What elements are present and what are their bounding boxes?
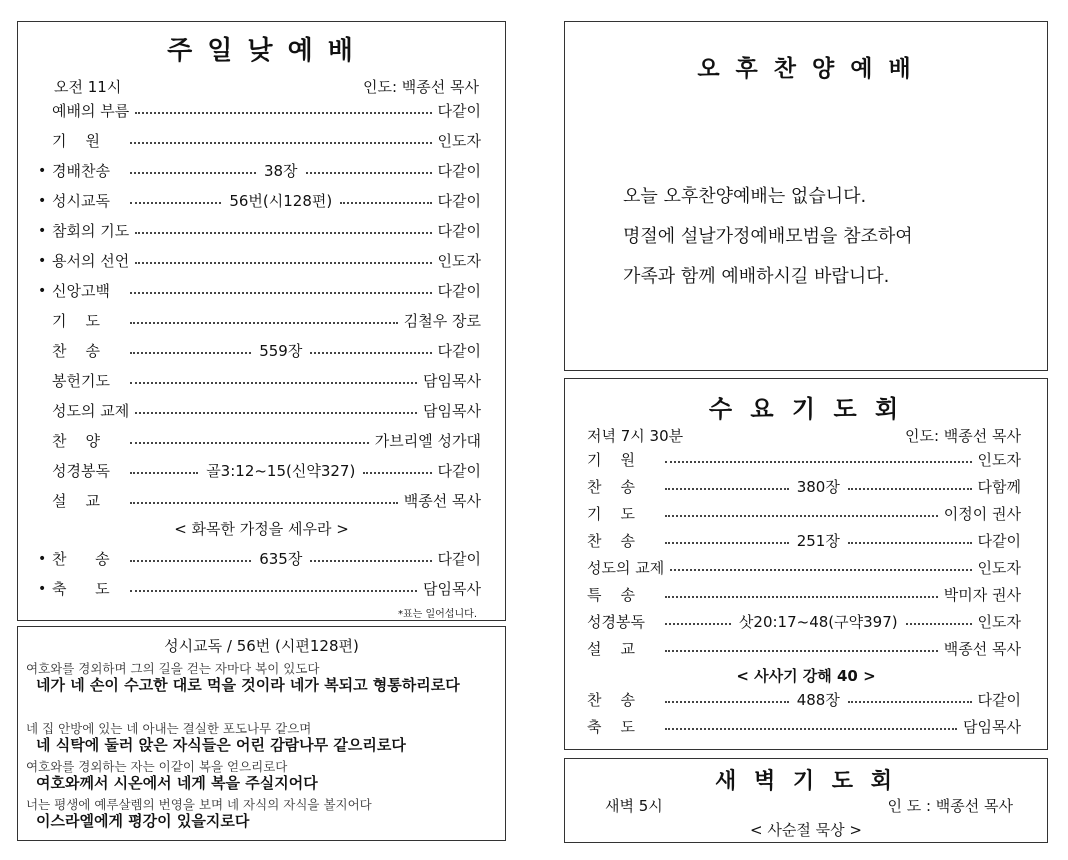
dot-leader [130,292,432,294]
afternoon-notice-line-3: 가족과 함께 예배하시길 바랍니다. [623,266,890,287]
reading-leader-line: 여호와를 경외하며 그의 길을 걷는 자마다 복이 있도다 [26,661,320,676]
order-row [38,490,481,511]
order-responsible: 다같이 [437,550,482,568]
order-row [38,310,481,331]
reading-leader-line: 너는 평생에 예루살렘의 번영을 보며 네 자식의 자식을 볼지어다 [26,797,372,812]
reading-congregation-line: 이스라엘에게 평강이 있을지로다 [36,812,250,830]
dot-leader [340,202,431,204]
dot-leader [306,172,432,174]
standing-marker: • [38,222,47,239]
order-row [38,430,481,451]
order-label: 축 도 [587,718,636,736]
wednesday-header-row [587,425,1021,446]
order-detail: 488장 [796,691,840,709]
order-row [38,100,481,121]
standing-marker: • [38,550,47,567]
dot-leader [665,596,938,598]
wednesday-sermon-title: < 사사기 강해 40 > [736,667,876,685]
order-responsible: 이정이 권사 [943,505,1021,523]
order-label: 용서의 선언 [52,252,130,270]
order-responsible: 담임목사 [423,402,481,420]
order-detail: 골3:12~15(신약327) [206,462,356,480]
order-label: 성경봉독 [52,462,110,480]
order-responsible: 담임목사 [423,372,481,390]
order-responsible: 다같이 [437,192,482,210]
dawn-prayer-box [564,758,1048,843]
sunday-leader: 인도: 백종선 목사 [362,78,479,96]
dot-leader [848,488,972,490]
order-responsible: 인도자 [977,451,1021,469]
order-label: 성시교독 [52,192,110,210]
order-row [38,220,481,241]
responsive-reading-box [17,626,506,841]
standing-note: *표는 일어섭니다. [398,609,477,620]
dot-leader [130,472,198,474]
order-responsible: 인도자 [437,252,481,270]
order-responsible: 김철우 장로 [403,312,481,330]
sunday-service-box [17,21,506,621]
order-responsible: 다같이 [437,342,482,360]
order-label: 찬 송 [587,691,636,709]
order-row [38,370,481,391]
afternoon-service-box [564,21,1048,371]
order-label: 기 원 [587,451,636,469]
sunday-service-title: 주 일 낮 예 배 [167,36,356,66]
dot-leader [130,142,432,144]
reading-leader-line: 네 집 안방에 있는 네 아내는 결실한 포도나무 같으며 [26,721,312,736]
dawn-time: 새벽 5시 [605,797,663,815]
order-row [38,460,481,481]
order-row [587,611,1021,632]
order-label: 신앙고백 [52,282,110,300]
order-row [38,160,481,181]
dot-leader [665,515,938,517]
order-row [38,400,481,421]
order-label: 찬 송 [587,478,636,496]
dot-leader [130,590,417,592]
dot-leader [906,623,972,625]
dot-leader [135,232,431,234]
dot-leader [130,502,398,504]
dot-leader [130,560,251,562]
order-row [38,130,481,151]
order-detail: 380장 [796,478,840,496]
order-responsible: 다같이 [977,691,1022,709]
order-row [587,476,1021,497]
order-row [38,340,481,361]
dawn-subtitle: < 사순절 묵상 > [750,821,862,839]
order-label: 기 도 [52,312,101,330]
sunday-header-row [54,76,479,97]
dot-leader [135,412,417,414]
order-detail: 559장 [259,342,303,360]
order-responsible: 박미자 권사 [943,586,1021,604]
order-responsible: 인도자 [437,132,481,150]
dot-leader [665,461,972,463]
order-responsible: 인도자 [977,613,1021,631]
order-detail: 635장 [259,550,303,568]
order-responsible: 다함께 [977,478,1022,496]
order-row [587,584,1021,605]
standing-marker: • [38,252,47,269]
order-detail: 삿20:17~48(구약397) [738,613,898,631]
order-responsible: 다같이 [977,532,1022,550]
reading-leader-line: 여호와를 경외하는 자는 이같이 복을 얻으리로다 [26,759,288,774]
dot-leader [130,382,417,384]
order-row [587,716,1021,737]
order-responsible: 다같이 [437,102,481,120]
order-row [587,557,1021,578]
order-detail: 38장 [263,162,298,180]
dot-leader [135,262,431,264]
order-label: 축 도 [52,580,110,598]
order-row [587,530,1021,551]
dawn-leader: 인 도 : 백종선 목사 [887,797,1013,815]
order-label: 찬 송 [587,532,636,550]
standing-marker: • [38,282,47,299]
order-responsible: 담임목사 [963,718,1021,736]
order-responsible: 다같이 [437,462,482,480]
dot-leader [130,172,256,174]
order-responsible: 백종선 목사 [943,640,1021,658]
order-row [38,548,481,569]
standing-marker: • [38,580,47,597]
dot-leader [130,442,369,444]
dot-leader [130,202,221,204]
order-responsible: 백종선 목사 [403,492,481,510]
standing-marker: • [38,162,47,179]
reading-title: 성시교독 / 56번 (시편128편) [164,637,359,655]
order-detail: 251장 [796,532,840,550]
dot-leader [848,542,972,544]
afternoon-notice-line-1: 오늘 오후찬양예배는 없습니다. [623,186,867,207]
order-label: 예배의 부름 [52,102,130,120]
order-responsible: 인도자 [977,559,1021,577]
order-label: 참회의 기도 [52,222,130,240]
order-responsible: 다같이 [437,222,481,240]
dot-leader [665,623,731,625]
order-label: 찬 송 [52,342,101,360]
dot-leader [310,560,431,562]
dot-leader [135,112,431,114]
reading-congregation-line: 여호와께서 시온에서 네게 복을 주실지어다 [36,774,318,792]
order-responsible: 다같이 [437,162,481,180]
order-row [38,280,481,301]
dot-leader [665,728,957,730]
afternoon-title: 오 후 찬 양 예 배 [697,56,915,82]
order-label: 찬 양 [52,432,101,450]
dot-leader [310,352,431,354]
dawn-header-row [605,795,1013,816]
order-label: 성도의 교제 [587,559,665,577]
order-responsible: 다같이 [437,282,481,300]
dawn-title: 새 벽 기 도 회 [715,769,897,794]
sunday-time: 오전 11시 [54,78,122,96]
order-label: 성경봉독 [587,613,645,631]
order-label: 찬 송 [52,550,110,568]
order-row [38,578,481,599]
dot-leader [363,472,431,474]
order-row [38,190,481,211]
order-responsible: 가브리엘 성가대 [374,432,481,450]
order-label: 설 교 [587,640,636,658]
order-label: 경배찬송 [52,162,110,180]
wednesday-time: 저녁 7시 30분 [587,427,684,445]
dot-leader [848,701,972,703]
order-label: 기 원 [52,132,101,150]
order-row [38,250,481,271]
sunday-sermon-title: < 화목한 가정을 세우라 > [174,520,349,538]
standing-marker: • [38,192,47,209]
reading-congregation-line: 네가 네 손이 수고한 대로 먹을 것이라 네가 복되고 형통하리로다 [36,676,460,694]
afternoon-notice-line-2: 명절에 설날가정예배모범을 참조하여 [623,226,913,247]
order-row [587,449,1021,470]
dot-leader [130,322,398,324]
dot-leader [665,542,789,544]
order-row [587,689,1021,710]
dot-leader [130,352,251,354]
order-label: 특 송 [587,586,636,604]
order-responsible: 담임목사 [423,580,481,598]
order-row [587,503,1021,524]
order-row [587,638,1021,659]
dot-leader [665,701,789,703]
reading-congregation-line: 네 식탁에 둘러 앉은 자식들은 어린 감람나무 같으리로다 [36,736,406,754]
dot-leader [665,650,938,652]
order-detail: 56번(시128편) [229,192,333,210]
order-label: 설 교 [52,492,101,510]
dot-leader [665,488,789,490]
wednesday-leader: 인도: 백종선 목사 [904,427,1021,445]
order-label: 성도의 교제 [52,402,130,420]
dot-leader [670,569,971,571]
order-label: 봉헌기도 [52,372,110,390]
wednesday-title: 수 요 기 도 회 [708,395,904,423]
order-label: 기 도 [587,505,636,523]
wednesday-meeting-box [564,378,1048,750]
